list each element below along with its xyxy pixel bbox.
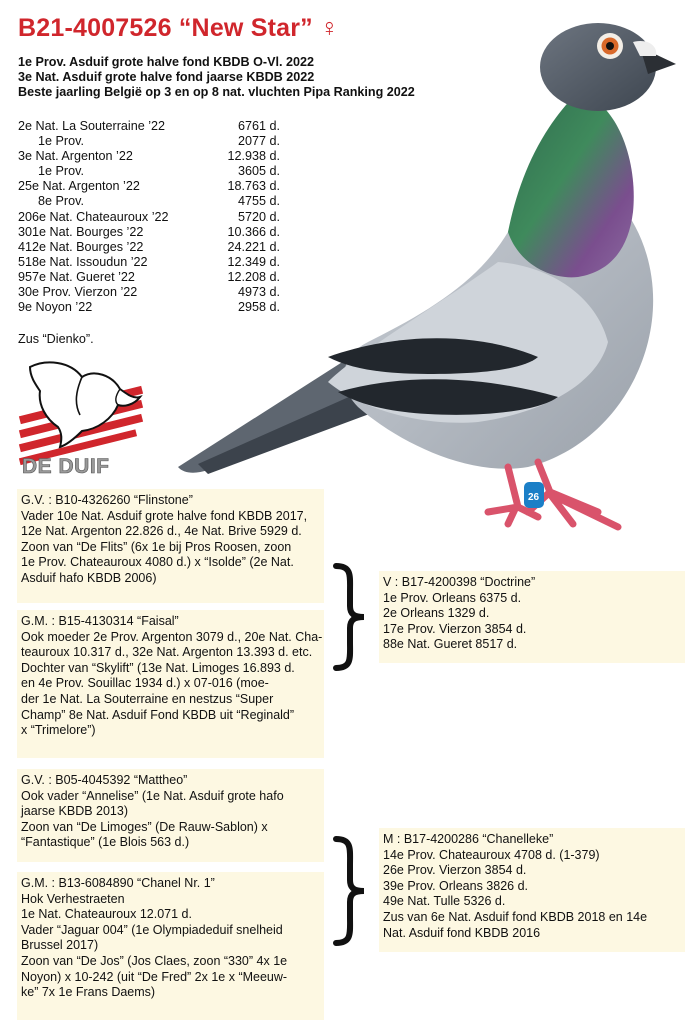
pedigree-line: 12e Nat. Argenton 22.826 d., 4e Nat. Brive 5929 d. — [21, 524, 302, 539]
pedigree-line: Dochter van “Skylift” (13e Nat. Limoges 16.893 d. — [21, 660, 295, 675]
pedigree-line: x “Trimelore”) — [21, 723, 96, 738]
result-value: 2958 d. — [237, 300, 280, 315]
pedigree-line: teauroux 10.317 d., 32e Nat. Argenton 13.393 d. etc. — [21, 645, 313, 660]
result-label: 1e Prov. — [38, 164, 84, 179]
result-value: 4755 d. — [237, 194, 280, 209]
result-label: 3e Nat. Argenton ’22 — [18, 149, 133, 164]
result-value: 10.366 d. — [227, 224, 280, 239]
logo-wordmark: DE DUIF — [22, 455, 110, 478]
pedigree-grandmother-paternal — [17, 610, 324, 758]
result-label: 206e Nat. Chateauroux ’22 — [18, 209, 169, 224]
pedigree-line: 1e Prov. Orleans 6375 d. — [383, 590, 522, 605]
pedigree-mother — [379, 828, 685, 952]
achievement-line: 1e Prov. Asduif grote halve fond KBDB O-Vl. 2022 — [18, 55, 315, 69]
pedigree-line: “Fantastique” (1e Blois 563 d.) — [21, 835, 190, 850]
page-title: B21-4007526 “New Star” ♀ — [18, 14, 339, 42]
result-label: 8e Prov. — [38, 194, 84, 209]
pedigree-line: 17e Prov. Vierzon 3854 d. — [383, 621, 527, 636]
pedigree-head: G.M. : B13-6084890 “Chanel Nr. 1” — [21, 876, 215, 890]
pedigree-line: 49e Nat. Tulle 5326 d. — [383, 894, 506, 909]
pedigree-line: 1e Prov. Chateauroux 4080 d.) x “Isolde” (2e Nat. — [21, 555, 294, 570]
result-label: 30e Prov. Vierzon ’22 — [18, 285, 138, 300]
brace-icon — [330, 562, 370, 672]
pedigree-head: G.V. : B05-4045392 “Mattheo” — [21, 773, 188, 787]
pedigree-line: Brussel 2017) — [21, 938, 99, 953]
result-value: 6761 d. — [237, 119, 280, 133]
result-label: 9e Noyon ’22 — [18, 300, 93, 315]
result-value: 2077 d. — [237, 134, 280, 149]
result-value: 3605 d. — [237, 164, 280, 179]
pedigree-line: 88e Nat. Gueret 8517 d. — [383, 637, 518, 652]
pedigree-head: G.V. : B10-4326260 “Flinstone” — [21, 493, 193, 507]
pedigree-line: 1e Nat. Chateauroux 12.071 d. — [21, 907, 192, 922]
pedigree-line: 26e Prov. Vierzon 3854 d. — [383, 863, 527, 878]
pedigree-line: 39e Prov. Orleans 3826 d. — [383, 878, 528, 893]
pedigree-line: Nat. Asduif fond KBDB 2016 — [383, 925, 541, 940]
pedigree-father — [379, 571, 685, 663]
result-value: 12.349 d. — [227, 254, 280, 269]
result-label: 518e Nat. Issoudun ’22 — [18, 254, 148, 269]
pedigree-line: Noyon) x 10-242 (uit “De Fred” 2x 1e x “Meeuw- — [21, 969, 288, 984]
brace-icon — [330, 835, 370, 947]
result-value: 12.208 d. — [227, 269, 280, 284]
pedigree-head: V : B17-4200398 “Doctrine” — [383, 575, 536, 589]
result-value: 18.763 d. — [227, 179, 280, 194]
result-value: 12.938 d. — [227, 149, 280, 164]
pedigree-line: Vader 10e Nat. Asduif grote halve fond KBDB 2017, — [21, 508, 308, 523]
result-value: 4973 d. — [237, 285, 280, 300]
pedigree-line: jaarse KBDB 2013) — [21, 804, 129, 819]
pedigree-grandfather-maternal — [17, 769, 324, 862]
pedigree-line: der 1e Nat. La Souterraine en nestzus “Super — [21, 691, 274, 706]
pedigree-grandmother-maternal — [17, 872, 324, 1020]
result-label: 412e Nat. Bourges ’22 — [18, 239, 144, 254]
pedigree-line: Champ” 8e Nat. Asduif Fond KBDB uit “Reginald” — [21, 707, 295, 722]
achievement-line: Beste jaarling België op 3 en op 8 nat. vluchten Pipa Ranking 2022 — [18, 84, 415, 99]
pedigree-line: Zus van 6e Nat. Asduif fond KBDB 2018 en 14e — [383, 909, 648, 924]
leg-ring-number: 26 — [528, 492, 540, 503]
result-label: 957e Nat. Gueret ’22 — [18, 269, 135, 284]
pedigree-line: Hok Verhestraeten — [21, 891, 125, 906]
pedigree-head: M : B17-4200286 “Chanelleke” — [383, 832, 554, 846]
pedigree-grandfather-paternal — [17, 489, 324, 603]
pedigree-line: Ook moeder 2e Prov. Argenton 3079 d., 20e Nat. Cha- — [21, 629, 323, 644]
result-label: 301e Nat. Bourges ’22 — [18, 224, 144, 239]
pedigree-line: 2e Orleans 1329 d. — [383, 606, 490, 621]
pedigree-line: Vader “Jaguar 004” (1e Olympiadeduif snelheid — [21, 922, 283, 937]
result-label: 2e Nat. La Souterraine ’22 — [18, 119, 166, 133]
result-value: 5720 d. — [237, 209, 280, 224]
pedigree-line: Asduif hafo KBDB 2006) — [21, 570, 157, 585]
pedigree-line: ke” 7x 1e Frans Daems) — [21, 985, 156, 1000]
pedigree-line: Zoon van “De Flits” (6x 1e bij Pros Roosen, zoon — [21, 539, 292, 554]
pedigree-line: Ook vader “Annelise” (1e Nat. Asduif grote hafo — [21, 788, 284, 803]
pigeon-photo — [178, 12, 678, 532]
pedigree-line: 14e Prov. Chateauroux 4708 d. (1-379) — [383, 847, 600, 862]
result-label: 1e Prov. — [38, 134, 84, 149]
result-value: 24.221 d. — [227, 239, 280, 254]
pedigree-line: Zoon van “De Limoges” (De Rauw-Sablon) x — [21, 819, 268, 834]
sister-note: Zus “Dienko”. — [18, 332, 94, 346]
pedigree-line: en 4e Prov. Souillac 1934 d.) x 07-016 (moe- — [21, 676, 269, 691]
result-label: 25e Nat. Argenton ’22 — [18, 179, 140, 194]
achievement-line: 3e Nat. Asduif grote halve fond jaarse KBDB 2022 — [18, 69, 315, 84]
pedigree-head: G.M. : B15-4130314 “Faisal” — [21, 614, 179, 628]
pedigree-line: Zoon van “De Jos” (Jos Claes, zoon “330” 4x 1e — [21, 953, 288, 968]
